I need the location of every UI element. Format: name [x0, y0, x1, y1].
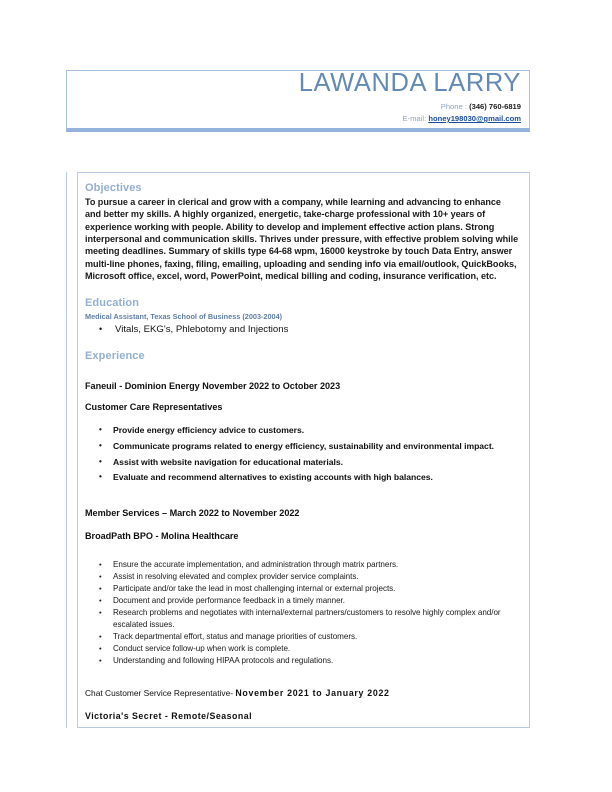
job-2-role: BroadPath BPO - Molina Healthcare — [85, 530, 239, 541]
job-3-company: Victoria's Secret - Remote/Seasonal — [85, 711, 253, 722]
section-heading-education: Education — [85, 297, 140, 310]
resume-body — [77, 172, 530, 728]
list-item: • Research problems and negotiates with internal/external partners/customers to resolve highly complex and/or escalated issues. — [85, 607, 519, 630]
list-item: • Assist in resolving elevated and complex provider service complaints. — [85, 571, 519, 583]
left-accent-rule — [66, 172, 67, 728]
list-item: • Document and provide performance feedback in a timely manner. — [85, 595, 519, 607]
email-label: E-mail: — [402, 114, 427, 123]
candidate-name: LAWANDA LARRY — [298, 69, 521, 97]
list-item: • Ensure the accurate implementation, and administration through matrix partners. — [85, 559, 519, 571]
education-school-line: Medical Assistant, Texas School of Business (2003-2004) — [85, 312, 283, 322]
resume-header — [66, 70, 530, 132]
objectives-text: To pursue a career in clerical and grow with a company, while learning and advancing to enhance and better my skills. A highly organized, energetic, take-charge professional with 10+ years of experience working with people. Ability to develop and implement effective action plans. Strong interpersonal and communication skills. Thrives under pressure, with effective problem solving while meeting deadlines. Summary of skills type 64-68 wpm, 16000 keystroke by touch Data Entry, answer multi-line phones, faxing, filing, emailing, uploading and sending info via email/outlook, QuickBooks, Microsoft office, excel, word, PowerPoint, medical billing and coding, insurance verification, etc. — [85, 197, 519, 282]
list-item: • Track departmental effort, status and manage priorities of customers. — [85, 631, 519, 643]
job-1-bullet-list — [85, 424, 519, 483]
job-1-title-line: Faneuil - Dominion Energy November 2022 to October 2023 — [85, 381, 341, 392]
list-item: • Communicate programs related to energy efficiency, sustainability and environmental impact. — [85, 440, 519, 453]
contact-block — [403, 101, 521, 125]
job-2-bullet-list — [85, 559, 519, 667]
phone-label: Phone : — [440, 102, 467, 111]
email-link[interactable]: honey198030@gmail.com — [428, 114, 521, 123]
section-heading-experience: Experience — [85, 350, 145, 363]
job-1-role: Customer Care Representatives — [85, 402, 223, 413]
list-item: • Understanding and following HIPAA protocols and regulations. — [85, 655, 519, 667]
list-item: • Assist with website navigation for educational materials. — [85, 456, 519, 469]
job-3-role: Chat Customer Service Representative- — [85, 688, 234, 699]
job-3-title-line — [85, 687, 519, 700]
job-2-title-line: Member Services – March 2022 to November 2022 — [85, 507, 300, 518]
list-item: • Evaluate and recommend alternatives to existing accounts with high balances. — [85, 471, 519, 484]
list-item: • Participate and/or take the lead in most challenging internal or external projects. — [85, 583, 519, 595]
phone-line — [403, 101, 521, 113]
list-item: • Vitals, EKG's, Phlebotomy and Injections — [85, 322, 519, 337]
list-item: • Provide energy efficiency advice to customers. — [85, 424, 519, 437]
email-line — [403, 113, 521, 125]
section-heading-objectives: Objectives — [85, 182, 142, 194]
list-item: • Conduct service follow-up when work is complete. — [85, 643, 519, 655]
phone-value: (346) 760-6819 — [469, 102, 521, 111]
job-3-dates: November 2021 to January 2022 — [235, 688, 390, 699]
education-bullet-list — [85, 322, 519, 337]
